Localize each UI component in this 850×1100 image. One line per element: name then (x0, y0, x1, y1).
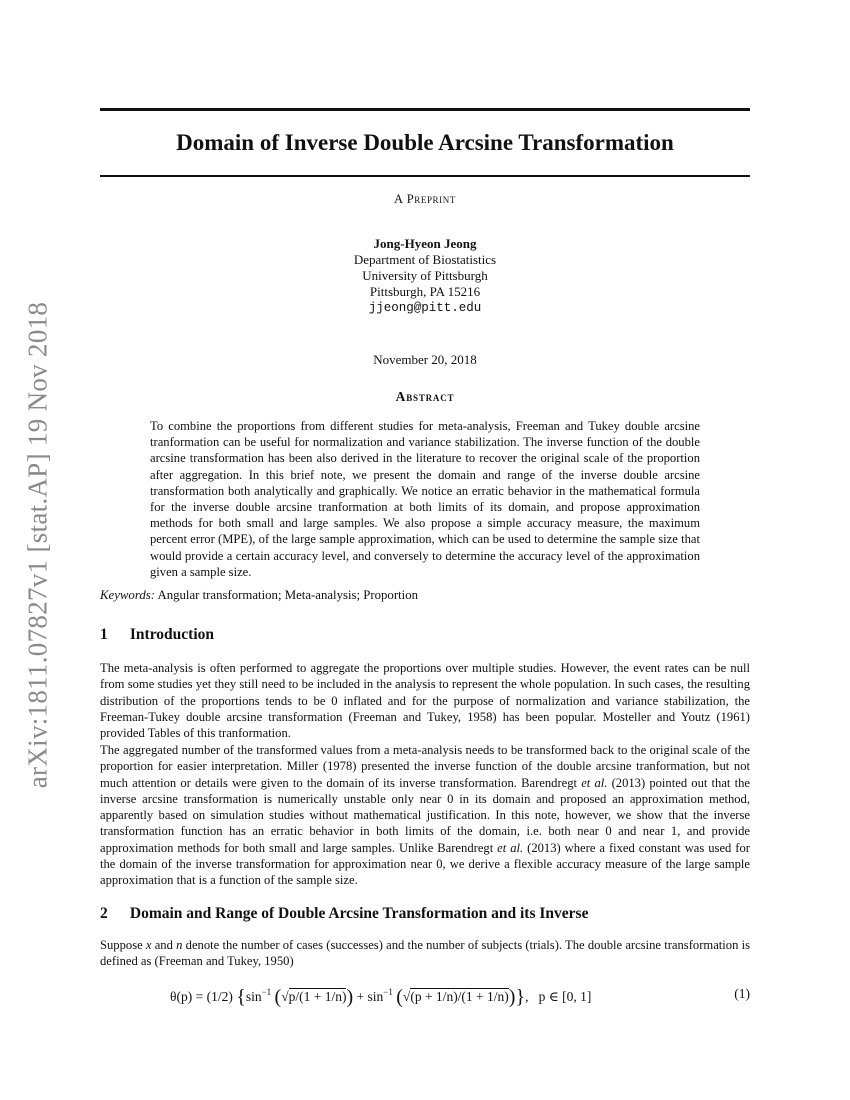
s2-text-3: denote the number of cases (successes) and the number of subjects (trials). The double arcsine transformation is defined as (Freeman and Tukey, 1950) (100, 938, 750, 969)
intro-p2-text-2: (2013) pointed out that the inverse arcsine transformation is numerically unstable only near 0 in its domain and proposed an approximation method, apparently based on simulation studies without mathematical justification. In this note, however, we show that the inverse transformation function has an erratic behavior in both limits of the domain, i.e. both near 0 and near 1, and provide approximation methods for both small and large samples. Unlike Barendregt (100, 775, 750, 855)
intro-p2-text-3: (2013) where a fixed constant was used for the domain of the inverse transformation for approximation near 0, we derive a flexible accuracy measure of the large sample approximation that is a function of the sample size. (100, 840, 750, 888)
equation-1 (100, 980, 750, 1012)
title-rule-bottom (100, 175, 750, 177)
preprint-text: A Preprint (394, 192, 456, 206)
paper-title: Domain of Inverse Double Arcsine Transformation (176, 130, 674, 155)
author-block (100, 236, 750, 316)
section-heading-domain-range (100, 905, 750, 923)
section-number: 2 (100, 905, 108, 922)
s2-var-x: x (145, 938, 152, 952)
equation-body: θ(p) = (1/2) {$\sin^{-1}$ $(√p/(1 + 1/n)) + \sin^{-1} (√(p + 1/n)/(1 + 1/n))$}, p ∈ [0, 1] (170, 986, 592, 1008)
author-location: Pittsburgh, PA 15216 (369, 284, 481, 299)
abstract-heading (100, 389, 750, 405)
s2-var-n: n (176, 938, 183, 952)
keywords-line (100, 588, 750, 603)
keywords-text: Angular transformation; Meta-analysis; Proportion (157, 588, 418, 602)
abstract-text: To combine the proportions from different studies for meta-analysis, Freeman and Tukey double arcsine tranformation can be useful for normalization and variance stabilization. The inverse function of the double arcsine transformation has been also derived in the literature to recover the original scale of the proportion after aggregation. In this brief note, we present the domain and range of the inverse double arcsine transformation both analytically and graphically. We notice an erratic behavior in the mathematical formula for the inverse double arcsine tranformation at both limits of its domain, and propose approximation methods for both small and large samples. We also propose a simple accuracy measure, the maximum percent error (MPE), of the large sample approximation, which can be used to determine the sample size that would provide a certain accuracy level, and conversely to determine the accuracy level of the approximation given a sample size. (150, 419, 700, 579)
equation-number: (1) (734, 986, 750, 1001)
keywords-label: Keywords: (100, 588, 155, 602)
arxiv-identifier-stamp: arXiv:1811.07827v1 [stat.AP] 19 Nov 2018 (22, 301, 53, 789)
equation-lhs: θ(p) = (1/2) (170, 989, 233, 1004)
equation-term-1: p/(1 + 1/n) (288, 989, 347, 1004)
intro-p2-etal-1: et al. (581, 775, 608, 790)
paper-date: November 20, 2018 (373, 352, 477, 367)
s2-text-2: and (151, 938, 177, 952)
abstract-heading-text: Abstract (395, 389, 455, 404)
author-email[interactable]: jjeong@pitt.edu (368, 301, 482, 315)
author-department: Department of Biostatistics (353, 252, 497, 267)
equation-domain: p ∈ [0, 1] (538, 989, 592, 1004)
s2-text-1: Suppose (100, 938, 146, 952)
title-rule-top (100, 108, 750, 111)
equation-term-2: (p + 1/n)/(1 + 1/n) (410, 989, 509, 1004)
section2-paragraph (100, 937, 750, 970)
section-title: Domain and Range of Double Arcsine Transformation and its Inverse (129, 905, 589, 922)
intro-p2-text-1: The aggregated number of the transformed values from a meta-analysis needs to be transformed back to the original scale of the proportion for easier interpretation. Miller (1978) presented the inverse function of the double arcsine tranformation, but not much attention or details were given to the domain of its inverse transformation. Barendregt (100, 743, 750, 790)
preprint-label (100, 192, 750, 207)
section-heading-introduction (100, 626, 750, 644)
intro-p2-etal-2: et al. (497, 840, 524, 855)
section-number: 1 (100, 626, 108, 643)
intro-paragraph-1: The meta-analysis is often performed to aggregate the proportions over multiple studies. However, the event rates can be null from some studies yet they still need to be included in the analysis to represent the whole population. In such cases, the resulting distribution of the proportions tends to be 0 inflated and for the purpose of normalization and variance stabilization, the Freeman-Tukey double arcsine transformation (Freeman and Tukey, 1958) has been popular. Mosteller and Youtz (1961) provided Tables of this tranformation. (100, 661, 750, 741)
author-name: Jong-Hyeon Jeong (373, 236, 477, 251)
author-university: University of Pittsburgh (362, 268, 488, 283)
section-title: Introduction (129, 626, 214, 643)
intro-paragraph-2 (100, 742, 750, 889)
